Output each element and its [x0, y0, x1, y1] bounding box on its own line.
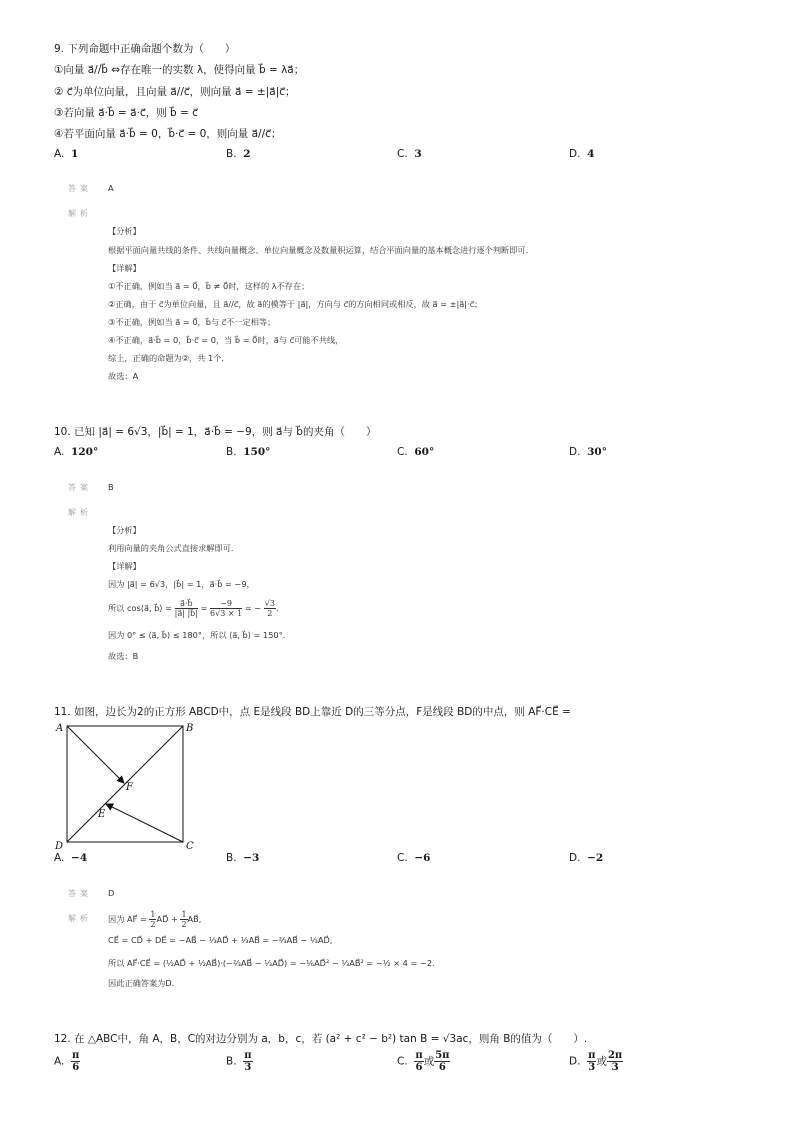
option-key: A. — [54, 1055, 65, 1068]
q9-solution-line: ③不正确，例如当 a⃗ = 0⃗，b⃗与 c⃗不一定相等； — [108, 317, 276, 327]
q9-solution-line: 故选：A — [108, 371, 139, 381]
vector-ce — [106, 804, 183, 842]
q9-stem: 9. 下列命题中正确命题个数为（ ） — [54, 43, 236, 55]
q10-option-c[interactable] — [397, 446, 434, 458]
q12-option-d[interactable] — [569, 1050, 623, 1073]
q11-analysis-label: 解析 — [68, 914, 92, 923]
formula-fraction: $\frac{a⃗\cdot b⃗}{|a⃗| |b⃗|}$ — [174, 599, 198, 618]
formula-text: . — [275, 603, 279, 613]
option-key: D. — [569, 852, 581, 864]
q9-option-c[interactable] — [397, 148, 422, 160]
formula-text: = − — [244, 603, 262, 613]
option-key: D. — [569, 1055, 581, 1068]
q9-statement-3: ③若向量 a⃗·b⃗ = a⃗·c⃗，则 b⃗ = c⃗ — [54, 107, 198, 119]
q11-solution-line-2: CE⃗ = CD⃗ + DE⃗ = −AB⃗ − ⅓AD⃗ + ⅓AB⃗ = −⅔AB⃗ − ⅓AD⃗, — [108, 935, 333, 945]
q9-solution-line: ②正确，由于 c⃗为单位向量，且 a⃗//c⃗，故 a⃗的模等于 |a⃗|，方向与 c⃗的方向相同或相反，故 a⃗ = ±|a⃗|·c⃗； — [108, 299, 483, 309]
option-key: D. — [569, 148, 581, 160]
option-key: C. — [397, 446, 408, 458]
option-value: 150° — [243, 446, 271, 458]
q9-statement-1: ①向量 a⃗//b⃗ ⇔存在唯一的实数 λ，使得向量 b⃗ = λa⃗； — [54, 64, 305, 76]
formula-text: AB⃗, — [187, 914, 202, 924]
q10-analysis-label: 解析 — [68, 508, 92, 517]
option-key: B. — [226, 852, 237, 864]
option-key: B. — [226, 446, 237, 458]
q10-answer: B — [108, 482, 114, 492]
q9-answer-label: 答案 — [68, 184, 92, 193]
q10-option-d[interactable] — [569, 446, 607, 458]
option-value: 1 — [71, 148, 79, 160]
formula-fraction: $\frac{1}{2}$ — [181, 910, 187, 929]
q12-option-c[interactable] — [397, 1050, 450, 1073]
option-fraction: $\frac{2\pi}{3}$ — [607, 1050, 623, 1073]
formula-fraction: $\frac{-9}{6√3 \times 1}$ — [210, 599, 243, 618]
q11-solution-line-4: 因此正确答案为D. — [108, 978, 175, 988]
q9-solution-line: 根据平面向量共线的条件、共线向量概念、单位向量概念及数量积运算，结合平面向量的基本概念进行逐个判断即可. — [108, 245, 529, 255]
option-value: 2 — [243, 148, 251, 160]
option-value: −3 — [243, 852, 260, 864]
q11-answer-label: 答案 — [68, 889, 92, 898]
q11-option-c[interactable] — [397, 852, 430, 864]
option-key: B. — [226, 148, 237, 160]
option-value: 30° — [587, 446, 607, 458]
square-figure — [52, 718, 202, 853]
option-fraction: $\frac{5\pi}{6}$ — [435, 1050, 450, 1073]
option-value: 60° — [414, 446, 435, 458]
label-c: C — [186, 841, 194, 852]
formula-fraction: $\frac{1}{2}$ — [150, 910, 156, 929]
q9-statement-4: ④若平面向量 a⃗·b⃗ = 0，b⃗·c⃗ = 0，则向量 a⃗//c⃗； — [54, 128, 282, 140]
formula-text: = — [200, 603, 208, 613]
q9-option-a[interactable] — [54, 148, 78, 160]
q9-solution-line: 综上，正确的命题为②，共 1个. — [108, 353, 225, 363]
q12-option-b[interactable] — [226, 1050, 253, 1073]
q9-option-b[interactable] — [226, 148, 251, 160]
q10-solution-detail-head: 【详解】 — [108, 561, 141, 571]
option-key: A. — [54, 148, 65, 160]
option-key: A. — [54, 852, 65, 864]
option-value: 3 — [414, 148, 422, 160]
option-key: C. — [397, 852, 408, 864]
q10-solution-range: 因为 0° ≤ ⟨a⃗, b⃗⟩ ≤ 180°，所以 ⟨a⃗, b⃗⟩ = 150°. — [108, 630, 286, 640]
q9-solution-line: 【分析】 — [108, 226, 141, 236]
label-a: A — [56, 723, 64, 734]
q12-option-a[interactable] — [54, 1050, 80, 1073]
q10-stem: 10. 已知 |a⃗| = 6√3，|b⃗| = 1，a⃗·b⃗ = −9，则 a⃗与 b⃗的夹角（ ） — [54, 426, 377, 438]
q9-solution-line: 【详解】 — [108, 263, 141, 273]
q9-answer: A — [108, 183, 114, 193]
formula-text: 因为 AF⃗ = — [108, 914, 147, 924]
label-e: E — [98, 809, 106, 820]
option-fraction: $\frac{\pi}{3}$ — [588, 1050, 596, 1073]
q10-solution-choice: 故选：B — [108, 651, 139, 661]
q9-solution-line: ④不正确，a⃗·b⃗ = 0，b⃗·c⃗ = 0，当 b⃗ = 0⃗时，a⃗与 c⃗可能不共线， — [108, 335, 344, 345]
q9-statement-2: ② c⃗为单位向量，且向量 a⃗//c⃗，则向量 a⃗ = ±|a⃗|c⃗； — [54, 86, 296, 98]
option-key: C. — [397, 1055, 408, 1068]
q10-option-b[interactable] — [226, 446, 270, 458]
label-f: F — [126, 782, 133, 793]
q10-solution-cos-formula — [108, 595, 279, 621]
formula-text: AD⃗ + — [156, 914, 178, 924]
option-key: D. — [569, 446, 581, 458]
option-fraction: $\frac{\pi}{3}$ — [244, 1050, 252, 1073]
q9-analysis-label: 解析 — [68, 209, 92, 218]
option-value: −2 — [587, 852, 604, 864]
label-b: B — [186, 723, 194, 734]
option-key: C. — [397, 148, 408, 160]
q10-solution-analysis-head: 【分析】 — [108, 525, 141, 535]
q10-option-a[interactable] — [54, 446, 98, 458]
option-key: B. — [226, 1055, 237, 1068]
q9-option-d[interactable] — [569, 148, 594, 160]
option-fraction: $\frac{\pi}{6}$ — [72, 1050, 80, 1073]
q11-option-b[interactable] — [226, 852, 259, 864]
q10-answer-label: 答案 — [68, 483, 92, 492]
option-value: 4 — [587, 148, 595, 160]
q9-solution-line: ①不正确，例如当 a⃗ = 0⃗，b⃗ ≠ 0⃗时，这样的 λ不存在； — [108, 281, 310, 291]
option-value: −4 — [71, 852, 88, 864]
option-connector: 或 — [596, 1055, 607, 1068]
formula-fraction: $\frac{√3}{2}$ — [264, 599, 275, 618]
q10-solution-given: 因为 |a⃗| = 6√3，|b⃗| = 1，a⃗·b⃗ = −9， — [108, 579, 255, 589]
q11-option-d[interactable] — [569, 852, 603, 864]
label-d: D — [55, 841, 64, 852]
q10-solution-analysis: 利用向量的夹角公式直接求解即可. — [108, 543, 234, 553]
vector-af — [67, 726, 124, 783]
q11-answer: D — [108, 888, 115, 898]
option-value: −6 — [414, 852, 431, 864]
q11-stem: 11. 如图，边长为2的正方形 ABCD中，点 E是线段 BD上靠近 D的三等分点，F是线段 BD的中点，则 AF⃗·CE⃗ = — [54, 706, 571, 718]
option-connector: 或 — [423, 1055, 435, 1068]
option-key: A. — [54, 446, 65, 458]
option-fraction: $\frac{\pi}{6}$ — [415, 1050, 423, 1073]
q12-stem: 12. 在 △ABC中，角 A，B，C的对边分别为 a，b，c，若 (a² + c² − b²) tan B = √3ac，则角 B的值为（ ）. — [54, 1033, 588, 1045]
q11-option-a[interactable] — [54, 852, 87, 864]
q11-solution-line-3: 所以 AF⃗·CE⃗ = (½AD⃗ + ½AB⃗)·(−⅔AB⃗ − ⅓AD⃗) = −⅙AD⃗² − ⅓AB⃗² = −½ × 4 = −2. — [108, 958, 435, 968]
q11-solution-line-1 — [108, 908, 201, 930]
formula-text: 所以 cos⟨a⃗, b⃗⟩ = — [108, 603, 173, 613]
option-value: 120° — [71, 446, 99, 458]
